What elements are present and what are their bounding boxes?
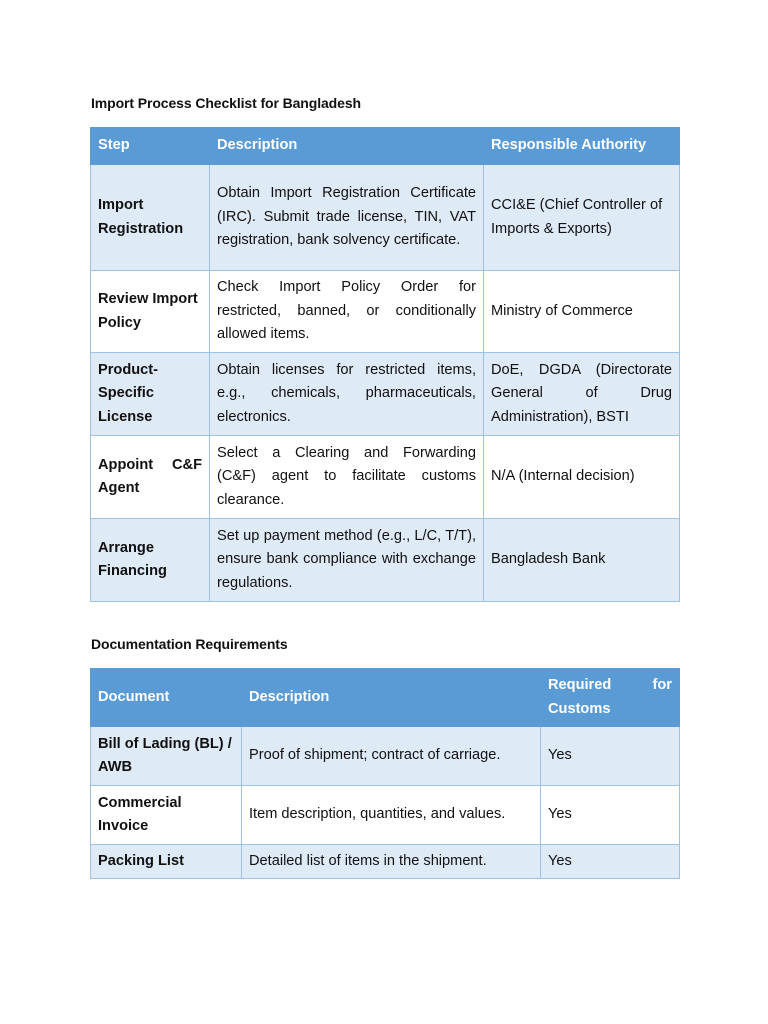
step-cell: Review Import Policy: [91, 271, 210, 353]
description-cell: Detailed list of items in the shipment.: [242, 845, 541, 879]
table-row: [91, 353, 680, 436]
column-header-description: Description: [210, 128, 484, 165]
description-cell: Set up payment method (e.g., L/C, T/T), ensure bank compliance with exchange regulations.: [210, 519, 484, 602]
column-header-step: Step: [91, 128, 210, 165]
step-cell: Appoint C&F Agent: [91, 436, 210, 519]
table-header-row: [91, 669, 680, 727]
checklist-title: Import Process Checklist for Bangladesh: [91, 95, 361, 111]
description-cell: Obtain licenses for restricted items, e.g., chemicals, pharmaceuticals, electronics.: [210, 353, 484, 436]
authority-cell: DoE, DGDA (Directorate General of Drug Administration), BSTI: [484, 353, 680, 436]
description-cell: Proof of shipment; contract of carriage.: [242, 727, 541, 786]
step-cell: Import Registration: [91, 165, 210, 271]
step-cell: Arrange Financing: [91, 519, 210, 602]
documents-title: Documentation Requirements: [91, 636, 288, 652]
table-row: [91, 727, 680, 786]
authority-cell: N/A (Internal decision): [484, 436, 680, 519]
document-cell: Bill of Lading (BL) / AWB: [91, 727, 242, 786]
column-header-required: Required for Customs: [541, 669, 680, 727]
required-cell: Yes: [541, 786, 680, 845]
required-cell: Yes: [541, 845, 680, 879]
table-row: [91, 436, 680, 519]
table-header-row: [91, 128, 680, 165]
table-row: [91, 519, 680, 602]
document-cell: Packing List: [91, 845, 242, 879]
table-row: [91, 786, 680, 845]
table-row: [91, 845, 680, 879]
column-header-description: Description: [242, 669, 541, 727]
description-cell: Obtain Import Registration Certificate (IRC). Submit trade license, TIN, VAT registration, bank solvency certificate.: [210, 165, 484, 271]
document-cell: Commercial Invoice: [91, 786, 242, 845]
table-row: [91, 271, 680, 353]
documentation-table: [90, 668, 680, 879]
authority-cell: Ministry of Commerce: [484, 271, 680, 353]
import-checklist-table: [90, 127, 680, 602]
description-cell: Check Import Policy Order for restricted, banned, or conditionally allowed items.: [210, 271, 484, 353]
table-row: [91, 165, 680, 271]
authority-cell: Bangladesh Bank: [484, 519, 680, 602]
description-cell: Select a Clearing and Forwarding (C&F) agent to facilitate customs clearance.: [210, 436, 484, 519]
required-cell: Yes: [541, 727, 680, 786]
description-cell: Item description, quantities, and values.: [242, 786, 541, 845]
step-cell: Product-Specific License: [91, 353, 210, 436]
column-header-document: Document: [91, 669, 242, 727]
column-header-authority: Responsible Authority: [484, 128, 680, 165]
authority-cell: CCI&E (Chief Controller of Imports & Exports): [484, 165, 680, 271]
